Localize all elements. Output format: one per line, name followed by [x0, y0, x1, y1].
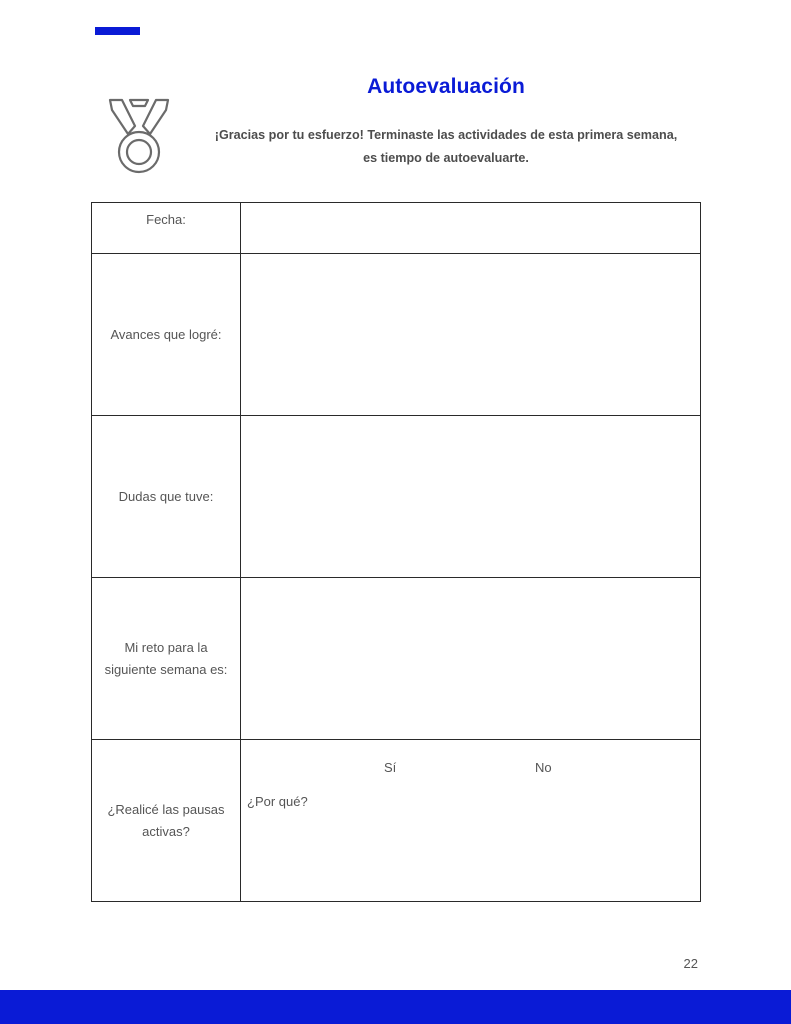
active-breaks-label-line-1: ¿Realicé las pausas [107, 801, 225, 817]
form-row-date [92, 203, 701, 254]
progress-label: Avances que logré: [92, 254, 241, 416]
intro-line-2: es tiempo de autoevaluarte. [363, 151, 529, 165]
active-breaks-label [92, 740, 241, 902]
doubts-field[interactable] [241, 416, 701, 578]
form-row-active-breaks [92, 740, 701, 902]
why-label: ¿Por qué? [247, 794, 308, 809]
page-number: 22 [683, 956, 698, 971]
challenge-label [92, 578, 241, 740]
date-field[interactable] [241, 203, 701, 254]
intro-line-1: ¡Gracias por tu esfuerzo! Terminaste las actividades de esta primera semana, [214, 128, 678, 142]
date-label: Fecha: [92, 203, 241, 254]
progress-field[interactable] [241, 254, 701, 416]
form-row-progress [92, 254, 701, 416]
medal-icon [108, 96, 170, 176]
form-row-doubts [92, 416, 701, 578]
intro-text [180, 124, 712, 170]
doubts-label: Dudas que tuve: [92, 416, 241, 578]
challenge-label-line-1: Mi reto para la [124, 639, 208, 655]
challenge-label-line-2: siguiente semana es: [104, 661, 228, 677]
option-yes[interactable]: Sí [384, 760, 397, 775]
active-breaks-label-line-2: activas? [142, 823, 190, 839]
form-row-challenge [92, 578, 701, 740]
page-title: Autoevaluación [367, 75, 525, 98]
active-breaks-field[interactable] [241, 740, 701, 902]
self-assessment-form [91, 202, 701, 902]
option-no[interactable]: No [535, 760, 552, 775]
challenge-field[interactable] [241, 578, 701, 740]
bottom-accent-bar [0, 990, 791, 1024]
top-accent-bar [95, 27, 140, 35]
